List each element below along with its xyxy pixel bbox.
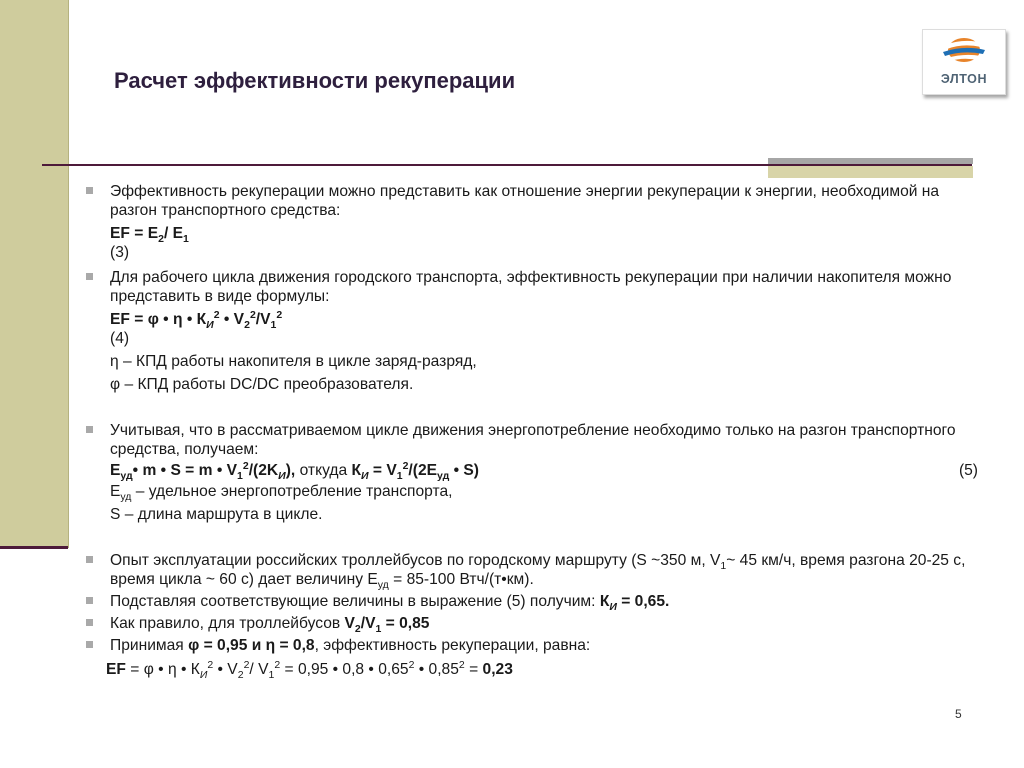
formula-4: EF = φ • η • $К_И^2$ • $V_2^2/V_1^2$: [110, 308, 283, 332]
bullet-trolleybus-experience: Опыт эксплуатации российских троллейбусов по городскому маршруту (S ~350 м, $V_1\sim$ 45 км/ч, время разгона 20-25 с, время цикла ~ 60 с) дает величину $Е_{уд} = 85-100$ Втч/(т•км).: [86, 551, 986, 589]
page-number: 5: [955, 707, 962, 721]
header-accent-beige: [768, 166, 973, 178]
formula-4-number: (4): [110, 330, 130, 347]
formula-5: (5) $E_{уд}•$ m • S = m • $V_1^2/(2K_И)$, откуда $К_И = V_1^2/(2E_{уд}$ • S): [110, 459, 978, 483]
formula-3: EF = $E_2/$ $E_1$: [110, 225, 189, 246]
definition-eta: η – КПД работы накопителя в цикле заряд-разряд,: [110, 353, 477, 370]
definition-phi: φ – КПД работы DC/DC преобразователя.: [110, 376, 414, 393]
slide-title: Расчет эффективности рекуперации: [114, 68, 516, 93]
left-decor-line: [68, 0, 69, 548]
bullet-definition: Эффективность рекуперации можно представить как отношение энергии рекуперации к энергии, необходимой на разгон транспортного средства:: [86, 182, 986, 220]
left-decor-bottom-bar: [0, 546, 68, 549]
left-decor-strip: [0, 0, 68, 548]
definition-e-ud: $E_{уд}$ – удельное энергопотребление транспорта,: [110, 483, 453, 504]
bullet-accepting-values: Принимая φ = 0,95 и η = 0,8, эффективность рекуперации, равна:: [86, 636, 986, 655]
bullet-velocity-ratio: Как правило, для троллейбусов $V_2/V_1 = 0,85$: [86, 614, 986, 633]
company-logo: [922, 29, 1006, 95]
bullet-energy-consumption: Учитывая, что в рассматриваемом цикле движения энергопотребление необходимо только на разгон транспортного средства, получаем:: [86, 421, 986, 459]
eltoн-logo-icon: [923, 30, 1005, 72]
bullet-substitution: Подставляя соответствующие величины в выражение (5) получим: $К_И = 0,65$.: [86, 592, 986, 611]
formula-3-number: (3): [110, 244, 130, 261]
definition-s: S – длина маршрута в цикле.: [110, 506, 323, 523]
formula-5-number: (5): [958, 462, 978, 479]
logo-text: ЭЛТОН: [940, 72, 988, 86]
formula-final: EF = φ • η • $К_И^2$ • $V_2^2/$ $V_1^2 = 0,95$ • 0,8 • 0,65$^2$ • $0,85^2 = 0,23$: [106, 658, 513, 682]
slide-body: [86, 182, 986, 682]
bullet-working-cycle: Для рабочего цикла движения городского транспорта, эффективность рекуперации при наличии накопителя можно представить в виде формулы:: [86, 268, 986, 306]
